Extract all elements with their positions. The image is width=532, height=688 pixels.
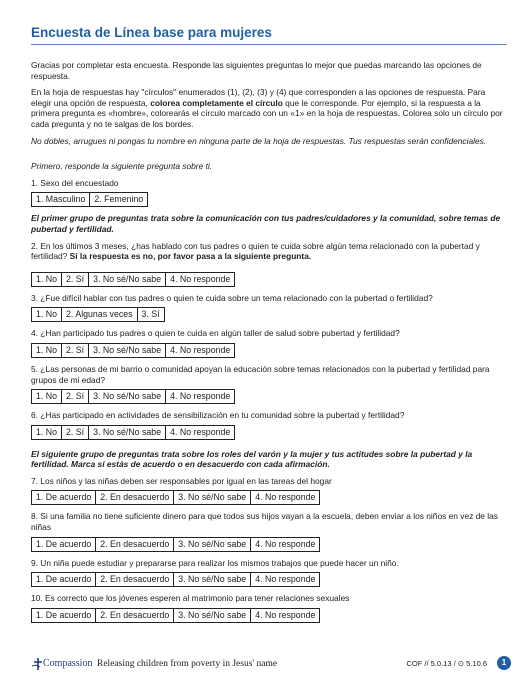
option[interactable]: 2. Sí [62, 343, 89, 357]
question-7-options [31, 490, 320, 505]
option[interactable]: 2. Femenino [90, 193, 148, 207]
question-2-text: 2. En los últimos 3 meses, ¿has hablado con tus padres o quien te cuida sobre algún tema relacionado con la pubertad y fertilidad? [31, 240, 480, 262]
section-1-heading: El primer grupo de preguntas trata sobre la comunicación con tus padres/cuidadores y la comunidad, sobre temas de pubertad y fertilidad. [31, 213, 501, 234]
option[interactable]: 2. En desacuerdo [96, 573, 174, 587]
title-divider [31, 44, 507, 45]
option[interactable]: 1. De acuerdo [32, 573, 96, 587]
option[interactable]: 1. No [32, 390, 62, 404]
question-4-options [31, 343, 235, 358]
question-10: 10. Es correcto que los jóvenes esperen al matrimonio para tener relaciones sexuales [31, 593, 350, 604]
question-4: 4. ¿Han participado tus padres o quien te cuida en algún taller de salud sobre pubertad y fertilidad? [31, 328, 400, 339]
question-8-options [31, 537, 320, 552]
option[interactable]: 1. No [32, 308, 62, 322]
question-2 [31, 241, 507, 262]
option[interactable]: 2. Sí [62, 272, 89, 286]
question-5-options [31, 389, 235, 404]
option[interactable]: 3. No sé/No sabe [89, 343, 166, 357]
survey-content [31, 60, 507, 623]
instructions-bold: colorea completamente el círculo [150, 97, 283, 108]
option[interactable]: 3. No sé/No sabe [174, 573, 251, 587]
section-2-heading: El siguiente grupo de preguntas trata sobre los roles del varón y la mujer y tus actitudes sobre la pubertad y la fertilidad. Marca si estás de acuerdo o en desacuerdo con cada afirmación. [31, 448, 473, 470]
option[interactable]: 2. En desacuerdo [96, 608, 174, 622]
option[interactable]: 4. No responde [251, 491, 320, 505]
option[interactable]: 4. No responde [166, 343, 235, 357]
instructions-text-2: que le corresponde. Por ejemplo, si la respuesta a la primera pregunta es «hombre», colorearás el círculo marcado con un «1» en la hoja de respuestas. Colorea solo un círculo por cada pregunta y no te salgas de los bordes. [31, 97, 503, 129]
option[interactable]: 1. Masculino [32, 193, 90, 207]
option[interactable]: 3. No sé/No sabe [174, 491, 251, 505]
question-9: 9. Un niña puede estudiar y prepararse para realizar los mismos trabajos que puede hacer un niño. [31, 557, 399, 568]
option[interactable]: 4. No responde [251, 537, 320, 551]
page-footer [31, 656, 511, 676]
option[interactable]: 2. En desacuerdo [96, 537, 174, 551]
footer-tagline: Releasing children from poverty in Jesus' name [97, 659, 278, 669]
question-1-options [31, 192, 148, 207]
option[interactable]: 4. No responde [166, 390, 235, 404]
option[interactable]: 1. De acuerdo [32, 608, 96, 622]
document-reference: COF // 5.0.13 / ⊙ 5.10.6 [406, 659, 487, 668]
option[interactable]: 1. De acuerdo [32, 537, 96, 551]
question-1: 1. Sexo del encuestado [31, 177, 119, 188]
option[interactable]: 2. Sí [62, 425, 89, 439]
option[interactable]: 2. En desacuerdo [96, 491, 174, 505]
compassion-logo-icon [31, 657, 43, 671]
question-8: 8. Si una familia no tiene suficiente dinero para que todos sus hijos vayan a la escuela, deben enviar a los niños en vez de las niñas [31, 511, 498, 533]
page-number-badge: 1 [497, 656, 511, 670]
question-3-options [31, 307, 165, 322]
option[interactable]: 3. No sé/No sabe [174, 608, 251, 622]
compassion-logo: Compassion [43, 658, 93, 669]
question-9-options [31, 572, 320, 587]
question-6-options [31, 425, 235, 440]
option[interactable]: 1. De acuerdo [32, 491, 96, 505]
option[interactable]: 1. No [32, 343, 62, 357]
question-3: 3. ¿Fue difícil hablar con tus padres o quien te cuida sobre un tema relacionado con la pubertad o fertilidad? [31, 292, 433, 303]
option[interactable]: 3. No sé/No sabe [89, 272, 166, 286]
instructions-paragraph [31, 87, 507, 129]
option[interactable]: 3. No sé/No sabe [89, 425, 166, 439]
option[interactable]: 1. No [32, 425, 62, 439]
option[interactable]: 3. Sí [137, 308, 164, 322]
option[interactable]: 4. No responde [166, 425, 235, 439]
question-2-skip-note: Si la respuesta es no, por favor pasa a la siguiente pregunta. [69, 251, 312, 262]
option[interactable]: 3. No sé/No sabe [89, 390, 166, 404]
question-7: 7. Los niños y las niñas deben ser responsables por igual en las tareas del hogar [31, 475, 332, 486]
option[interactable]: 4. No responde [251, 608, 320, 622]
instructions-text-1: En la hoja de respuestas hay "círculos" enumerados (1), (2), (3) y (4) que corresponden a las opciones de respuesta. Para elegir una opción de respuesta, [31, 87, 486, 108]
option[interactable]: 2. Sí [62, 390, 89, 404]
option[interactable]: 3. No sé/No sabe [174, 537, 251, 551]
option[interactable]: 4. No responde [251, 573, 320, 587]
option[interactable]: 1. No [32, 272, 62, 286]
confidentiality-notice: No dobles, arrugues ni pongas tu nombre en ninguna parte de la hoja de respuestas. Tus respuestas serán confidenciales. [31, 135, 487, 146]
option[interactable]: 4. No responde [166, 272, 235, 286]
intro-paragraph: Gracias por completar esta encuesta. Responde las siguientes preguntas lo mejor que puedas marcando las opciones de respuesta. [31, 60, 482, 81]
first-prompt: Primero, responde la siguiente pregunta sobre ti. [31, 161, 213, 172]
question-6: 6. ¿Has participado en actividades de sensibilización en tu comunidad sobre la pubertad y fertilidad? [31, 410, 405, 421]
question-2-options [31, 272, 235, 287]
page-title: Encuesta de Línea base para mujeres [31, 25, 272, 40]
option[interactable]: 2. Algunas veces [62, 308, 138, 322]
question-5: 5. ¿Las personas de mi barrio o comunidad apoyan la educación sobre temas relacionados con la pubertad y fertilidad para grupos de mi edad? [31, 363, 490, 385]
question-10-options [31, 608, 320, 623]
